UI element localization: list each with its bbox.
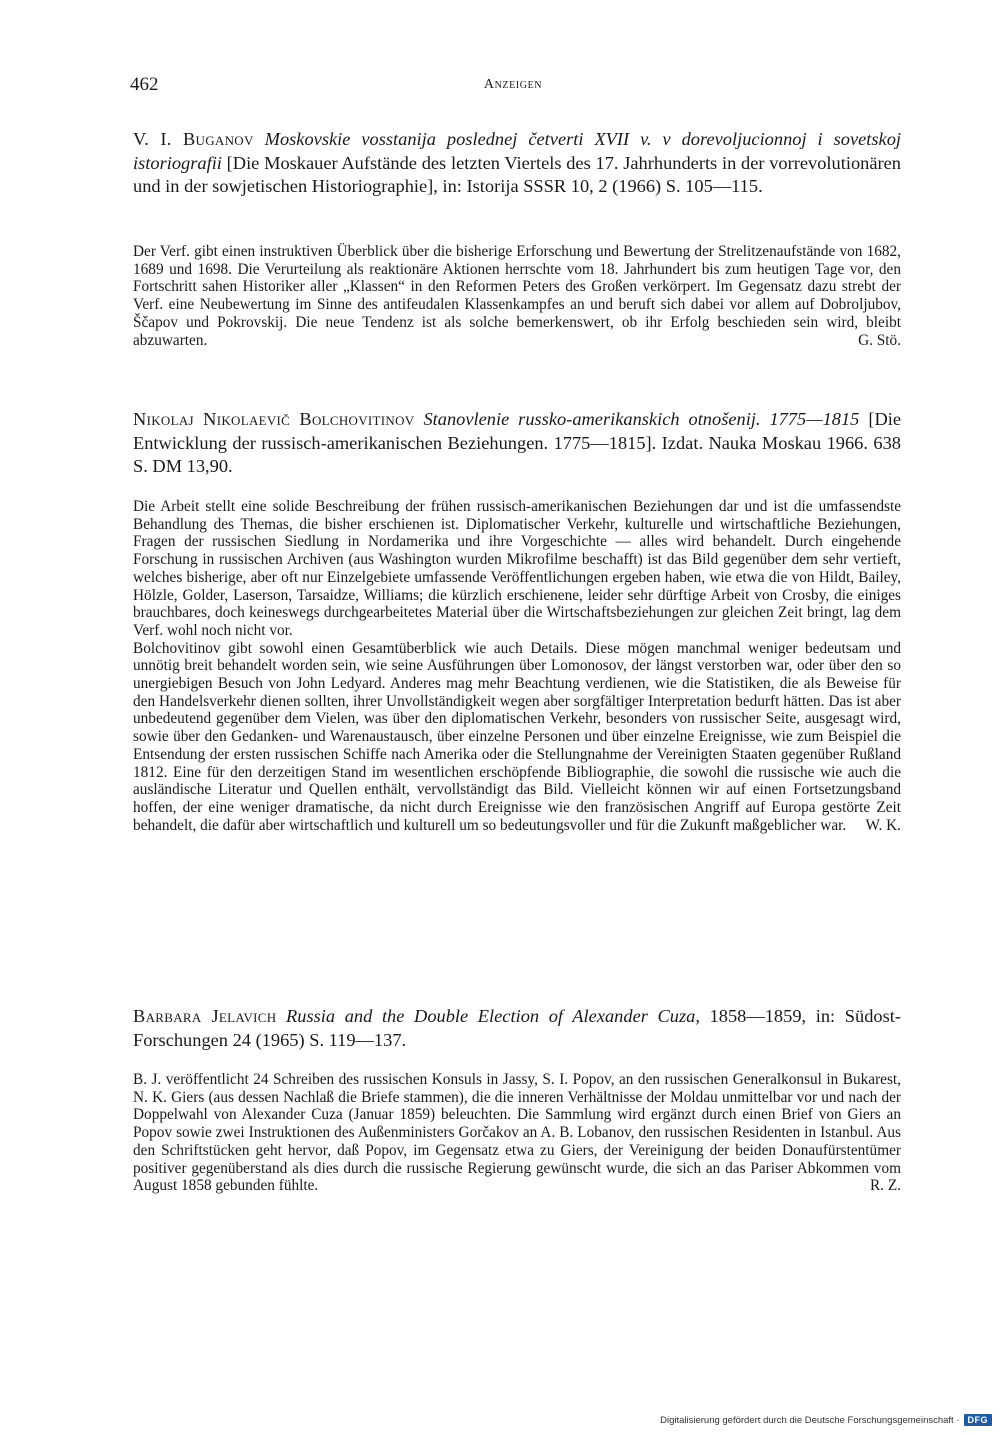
entry-3-citation-rest: 1858—1859, in: Südost-Forschungen 24 (1965) S. 119—137. (133, 1006, 901, 1050)
entry-2-citation (133, 408, 901, 479)
entry-1-signature: G. Stö. (858, 331, 901, 349)
running-head: Anzeigen (483, 77, 543, 92)
entry-1-paragraph-1: Der Verf. gibt einen instruktiven Überblick über die bisherige Erforschung und Bewertung der Strelitzenaufstände von 1682, 1689 und 1698. Die Verurteilung als reaktionäre Aktionen herrschte vom 18. Jahrhundert bis zum heutigen Tage vor, den Fortschritt sahen Historiker aller „Klassen“ in den Reformen Peters des Großen verkörpert. Im Gegensatz dazu strebt der Verf. eine Neubewertung im Sinne des antifeudalen Klassenkampfes an und beruft sich dabei vor allem auf Dobroljubov, Ščapov und Pokrovskij. Die neue Tendenz ist als solche bemerkenswert, ob ihr Erfolg beschieden sein wird, bleibt abzuwarten. G. Stö. (133, 243, 901, 349)
entry-2-title: Stanovlenie russko-amerikanskich otnošenij. 1775—1815 (423, 409, 860, 429)
entry-3-signature: R. Z. (869, 1177, 901, 1195)
entry-3-review (133, 1071, 901, 1195)
entry-2-author: Nikolaj Nikolaevič Bolchovitinov (133, 409, 415, 429)
entry-1-citation-rest: [Die Moskauer Aufstände des letzten Viertels des 17. Jahrhunderts in der vorrevolutionären und in der sowjetischen Historiographie], in: Istorija SSSR 10, 2 (1966) S. 105—115. (133, 152, 901, 196)
entry-2-review (133, 498, 901, 834)
entry-2-paragraph-2: Bolchovitinov gibt sowohl einen Gesamtüberblick wie auch Details. Diese mögen manchmal weniger bedeutsam und unnötig breit behandelt worden sein, wie seine Ausführungen über Lomonosov, der längst verstorben war, oder über den so unergiebigen Besuch von John Ledyard. Anderes mag mehr Beachtung verdienen, wie die Statistiken, die als Beweise für den Handelsverkehr dienen sollten, ihrer Unvollständigkeit wegen aber sorgfältiger Interpretation bedurft hätten. Das ist aber unbedeutend gegenüber dem Vielen, was über den diplomatischen Verkehr, besonders von russischer Seite, ausgesagt wird, sowie über den Gedanken- und Warenaustausch, über einzelne Personen und über einzelne Ereignisse, wie zum Beispiel die Entsendung der ersten russischen Schiffe nach Amerika oder die Stellungnahme der Vereinigten Staaten gegenüber Rußland 1812. Eine für den derzeitigen Stand im wesentlichen erschöpfende Bibliographie, die sowohl die russische wie auch die ausländische Literatur und Quellen enthält, vervollständigt das Bild. Vielleicht können wir auf einen Fortsetzungsband hoffen, der eine weniger dramatische, da nicht durch Ereignisse wie den französischen Angriff auf Europa gestörte Zeit behandelt, die dafür aber wirtschaftlich und kulturell um so bedeutungsvoller und für die Zukunft maßgeblicher war. W. K. (133, 639, 901, 834)
entry-1-author: V. I. Buganov (133, 129, 254, 149)
entry-2-paragraph-1: Die Arbeit stellt eine solide Beschreibung der frühen russisch-amerikanischen Beziehungen dar und ist die umfassendste Behandlung des Themas, die bisher erschienen ist. Diplomatischer Verkehr, kulturelle und wirtschaftliche Beziehungen, Fragen der russischen Siedlung in Nordamerika und ihre Vorgeschichte — alles wird behandelt. Durch eingehende Forschung in russischen Archiven (aus Washington wurden Mikrofilme beschafft) ist das Bild gegenüber dem sehr vertieft, welches bisherige, aber oft nur Einzelgebiete umfassende Veröffentlichungen ergeben haben, wie etwa die von Hildt, Bailey, Hölzle, Golder, Laserson, Tarsaidze, Williams; die kürzlich erschienene, leider sehr dürftige Arbeit von Crosby, die einiges brauchbares, doch keineswegs durchgearbeitetes Material über die Wirtschaftsbeziehungen zur gleichen Zeit bringt, lag dem Verf. wohl noch nicht vor. (133, 498, 901, 639)
dfg-logo-icon: DFG (964, 1414, 993, 1426)
page-footer (660, 1411, 992, 1429)
entry-2-citation-rest: [Die Entwicklung der russisch-amerikanischen Beziehungen. 1775—1815]. Izdat. Nauka Moskau 1966. 638 S. DM 13,90. (133, 409, 902, 476)
entry-1-review (133, 243, 901, 349)
entry-3-author: Barbara Jelavich (133, 1006, 277, 1026)
page-header (130, 74, 896, 104)
entry-3-citation (133, 1005, 901, 1052)
footer-credit: Digitalisierung gefördert durch die Deutsche Forschungsgemeinschaft · (660, 1414, 960, 1426)
entry-3-paragraph-1: B. J. veröffentlicht 24 Schreiben des russischen Konsuls in Jassy, S. I. Popov, an den russischen Generalkonsul in Bukarest, N. K. Giers (aus dessen Nachlaß die Briefe stammen), die die inneren Verhältnisse der Moldau unmittelbar vor und nach der Doppelwahl von Alexander Cuza (Januar 1859) beleuchten. Die Sammlung wird ergänzt durch einen Brief von Giers an Popov sowie zwei Instruktionen des Außenministers Gorčakov an A. B. Lobanov, den russischen Residenten in Istanbul. Aus den Schriftstücken geht hervor, daß Popov, im Gegensatz etwa zu Giers, der Vereinigung der beiden Donaufürstentümer positiver gegenüberstand als dies durch die russische Regierung gewünscht wurde, die sich an das Pariser Abkommen vom August 1858 gebunden fühlte. R. Z. (133, 1071, 901, 1195)
entry-1-citation (133, 128, 901, 199)
entry-1-title: Moskovskie vosstanija poslednej četverti XVII v. v dorevoljucionnoj i sovetskoj istoriografii (133, 129, 902, 173)
entry-3-title: Russia and the Double Election of Alexander Cuza, (286, 1006, 700, 1026)
page-number: 462 (130, 74, 159, 95)
entry-2-signature: W. K. (865, 816, 901, 834)
